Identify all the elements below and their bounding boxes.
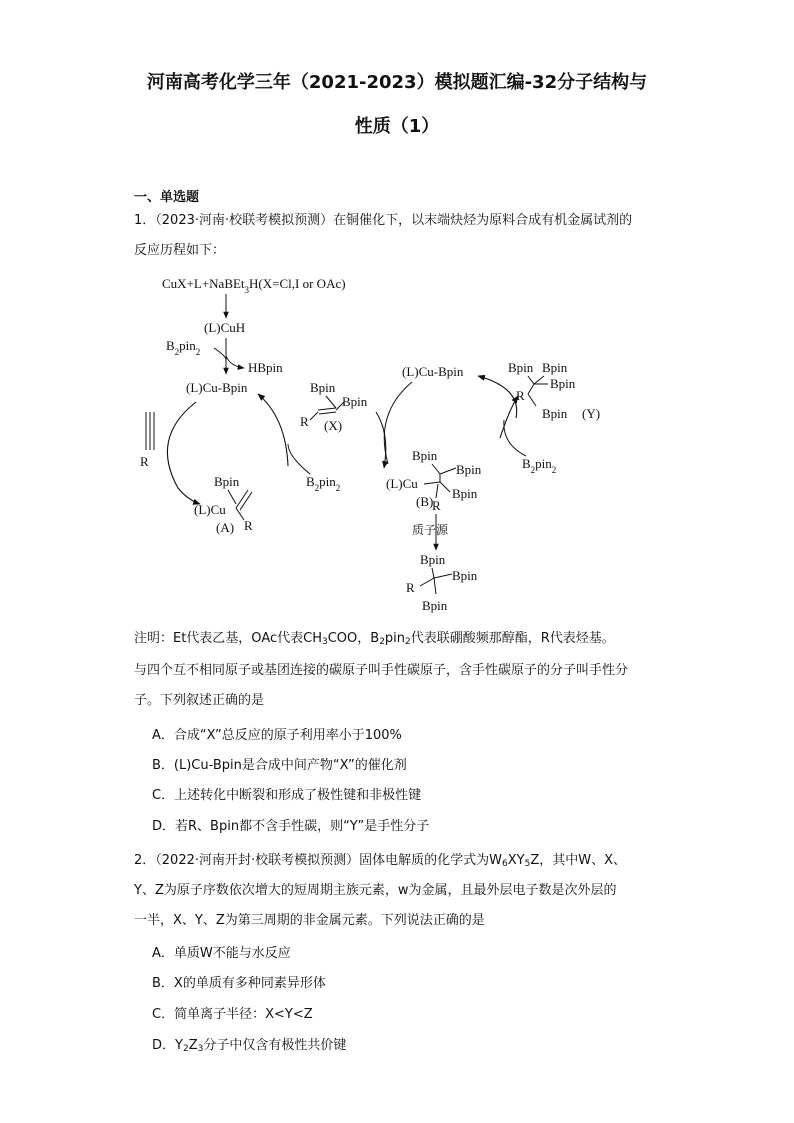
intermediate-a-lcu: (L)Cu (194, 502, 226, 517)
document-title-line1: 河南高考化学三年（2021-2023）模拟题汇编-32分子结构与 (146, 72, 648, 93)
x-bond-r (310, 412, 318, 420)
b-bond-r (436, 484, 438, 498)
q1-note-line2: 与四个互不相同原子或基团连接的碳原子叫手性碳原子，含手性碳原子的分子叫手性分 (134, 663, 629, 678)
q2-option-a[interactable]: A．单质W不能与水反应 (152, 946, 291, 961)
intermediate-b-lcu: (L)Cu (386, 476, 418, 491)
label-x: (X) (324, 418, 343, 433)
a-bond-bpin (228, 490, 236, 504)
q2-option-d[interactable]: D．$Y_2Z_3$分子中仅含有极性共价键 (152, 1038, 347, 1054)
product-y-r: R (516, 388, 525, 403)
q1-note-line1: 注明：Et代表乙基，OAc代表$CH_3COO$，$B_2pin_2$代表联硼酸频那醇酯，R代表烃基。 (134, 631, 615, 647)
y-bond-4 (528, 384, 534, 394)
b-bond-cu (424, 482, 440, 484)
q1-option-d[interactable]: D．若R、Bpin都不含手性碳，则“Y”是手性分子 (152, 819, 430, 834)
intermediate-b-bpin-right: Bpin (456, 462, 482, 477)
a-double-bond-1 (236, 490, 248, 508)
q1-option-c[interactable]: C．上述转化中断裂和形成了极性键和非极性键 (152, 788, 422, 803)
x-bond-top (326, 396, 336, 408)
final-r: R (406, 580, 415, 595)
product-x-r: R (300, 414, 309, 429)
product-y-bpin-2: Bpin (542, 360, 568, 375)
b2pin2-feed-right (504, 420, 526, 456)
q2-stem-line2: Y、Z为原子序数依次增大的短周期主族元素，w为金属，且最外层电子数是次外层的 (134, 883, 617, 898)
product-y-bpin-3: Bpin (550, 376, 576, 391)
product-x-bpin-top: Bpin (310, 380, 336, 395)
q2-stem-line3: 一半，X、Y、Z为第三周期的非金属元素。下列说法正确的是 (134, 913, 485, 928)
intermediate-b-bpin-low: Bpin (452, 486, 478, 501)
scheme-b2pin2-right-cycle: $B_2pin_2$ (522, 456, 557, 475)
final-bpin-right: Bpin (452, 568, 478, 583)
scheme-lcuh: (L)CuH (204, 320, 246, 335)
q1-stem-line1: 1．（2023·河南·校联考模拟预测）在铜催化下，以末端炔烃为原料合成有机金属试剂的 (134, 213, 633, 228)
left-cycle-arrow-up (258, 394, 288, 466)
b-bond-4 (440, 482, 450, 492)
product-x-bpin-right: Bpin (342, 394, 368, 409)
final-bond-3 (420, 578, 434, 586)
q1-option-b[interactable]: B．(L)Cu-Bpin是合成中间产物“X”的催化剂 (152, 758, 407, 773)
final-bond-1 (432, 568, 434, 578)
q2-option-b[interactable]: B．X的单质有多种同素异形体 (152, 976, 326, 991)
product-y-bpin-4: Bpin (542, 406, 568, 421)
intermediate-a-bpin: Bpin (214, 474, 240, 489)
intermediate-b-r: R (432, 498, 441, 513)
b-bond-2 (440, 468, 456, 474)
y-bond-2 (534, 376, 544, 384)
label-a: (A) (216, 520, 235, 535)
label-b: (B) (416, 494, 434, 509)
b2pin2-feed-left (288, 444, 310, 474)
final-bond-4 (434, 578, 436, 594)
q2-stem-line1: 2．（2022·河南开封·校联考模拟预测）固体电解质的化学式为$W_6XY_5Z$，其中W、X、 (134, 853, 626, 869)
label-y: (Y) (582, 406, 601, 421)
reaction-scheme (130, 268, 650, 618)
y-bond-1 (528, 376, 534, 384)
b2pin2-entry-curve (214, 348, 226, 360)
section-heading: 一、单选题 (134, 190, 200, 205)
intermediate-b-bpin-top: Bpin (412, 448, 438, 463)
proton-source-label: 质子源 (412, 523, 449, 537)
right-cycle-arrow-up (478, 376, 517, 418)
right-cycle-left-arc (384, 382, 412, 464)
q1-option-a[interactable]: A．合成“X”总反应的原子利用率小于100% (152, 728, 402, 743)
x-double-2 (319, 412, 336, 414)
document-title-line2: 性质（1） (354, 116, 440, 137)
final-bond-2 (434, 574, 452, 578)
alkyne-r: R (140, 454, 149, 469)
q2-option-c[interactable]: C．简单离子半径：X<Y<Z (152, 1007, 313, 1022)
x-double-1 (318, 408, 336, 410)
b-bond-1 (432, 464, 440, 474)
scheme-b2pin2-left-cycle: $B_2pin_2$ (306, 474, 341, 493)
q1-note-line3: 子。下列叙述正确的是 (134, 693, 265, 708)
scheme-lcubpin-right: (L)Cu-Bpin (402, 364, 464, 379)
scheme-b2pin2-top: $B_2pin_2$ (166, 338, 201, 357)
scheme-lcubpin-left: (L)Cu-Bpin (186, 380, 248, 395)
a-double-bond-2 (240, 492, 252, 510)
intermediate-a-r: R (244, 518, 253, 533)
q1-stem-line2: 反应历程如下： (134, 243, 226, 258)
hbpin-exit-curve (226, 356, 244, 368)
y-bond-5 (528, 394, 536, 406)
scheme-reagents: CuX+L+NaBEt$_3$H(X=Cl,I or OAc) (162, 276, 346, 295)
final-bpin-top: Bpin (420, 552, 446, 567)
final-bpin-bottom: Bpin (422, 598, 448, 613)
left-cycle-arrow-down (167, 402, 200, 504)
product-y-bpin-1: Bpin (508, 360, 534, 375)
scheme-hbpin: HBpin (248, 360, 283, 375)
